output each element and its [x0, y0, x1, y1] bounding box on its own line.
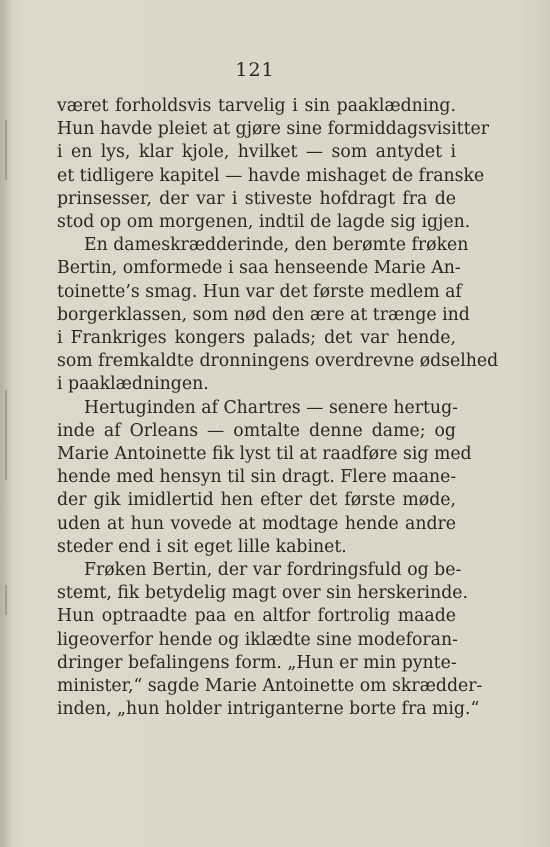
text-line: i Frankriges kongers palads; det var hende, [57, 328, 456, 349]
paragraph [57, 559, 483, 721]
paragraph [57, 397, 472, 559]
text-line: En dameskrædderinde, den berømte frøken [84, 235, 469, 256]
text-line: prinsesser, der var i stiveste hofdragt fra de [57, 188, 456, 209]
page-number: 121 [235, 59, 275, 81]
text-line: ligeoverfor hende og iklædte sine modeforan- [57, 629, 458, 650]
text-line: Hun optraadte paa en altfor fortrolig maade [57, 606, 456, 627]
text-line: borgerklassen, som nød den ære at trænge ind [57, 304, 470, 325]
text-line: minister,“ sagde Marie Antoinette om skrædder- [57, 676, 483, 697]
text-line: som fremkaldte dronningens overdrevne ødselhed [57, 351, 499, 372]
text-line: dringer befalingens form. „Hun er min pynte- [57, 652, 457, 673]
text-line: uden at hun vovede at modtage hende andre [57, 513, 456, 534]
text-line: stod op om morgenen, indtil de lagde sig igjen. [57, 212, 471, 233]
text-line: et tidligere kapitel — havde mishaget de franske [57, 165, 485, 186]
text-line: i paaklædningen. [57, 374, 209, 395]
page-edge-mark [5, 585, 7, 615]
text-line: steder end i sit eget lille kabinet. [57, 536, 347, 557]
paragraph [57, 95, 489, 234]
text-line: stemt, fik betydelig magt over sin herskerinde. [57, 583, 468, 604]
text-line: inde af Orleans — omtalte denne dame; og [57, 420, 456, 441]
text-line: toinette’s smag. Hun var det første medlem af [57, 281, 462, 302]
text-line: Bertin, omformede i saa henseende Marie An- [57, 258, 461, 279]
text-line: inden, „hun holder intriganterne borte fra mig.“ [57, 699, 480, 720]
body-text [57, 95, 499, 721]
text-line: Hertuginden af Chartres — senere hertug- [84, 397, 458, 418]
text-line: Frøken Bertin, der var fordringsfuld og be- [84, 560, 462, 581]
text-line: hende med hensyn til sin dragt. Flere maane- [57, 467, 457, 488]
text-line: i en lys, klar kjole, hvilket — som antydet i [57, 142, 456, 163]
paragraph [57, 234, 499, 396]
page-edge-mark [5, 390, 7, 480]
text-line: Marie Antoinette fik lyst til at raadføre sig med [57, 444, 472, 465]
page-edge-mark [5, 120, 7, 180]
text-line: Hun havde pleiet at gjøre sine formiddagsvisitter [57, 119, 489, 140]
text-line: været forholdsvis tarvelig i sin paaklædning. [57, 96, 456, 116]
text-line: der gik imidlertid hen efter det første møde, [57, 490, 456, 511]
